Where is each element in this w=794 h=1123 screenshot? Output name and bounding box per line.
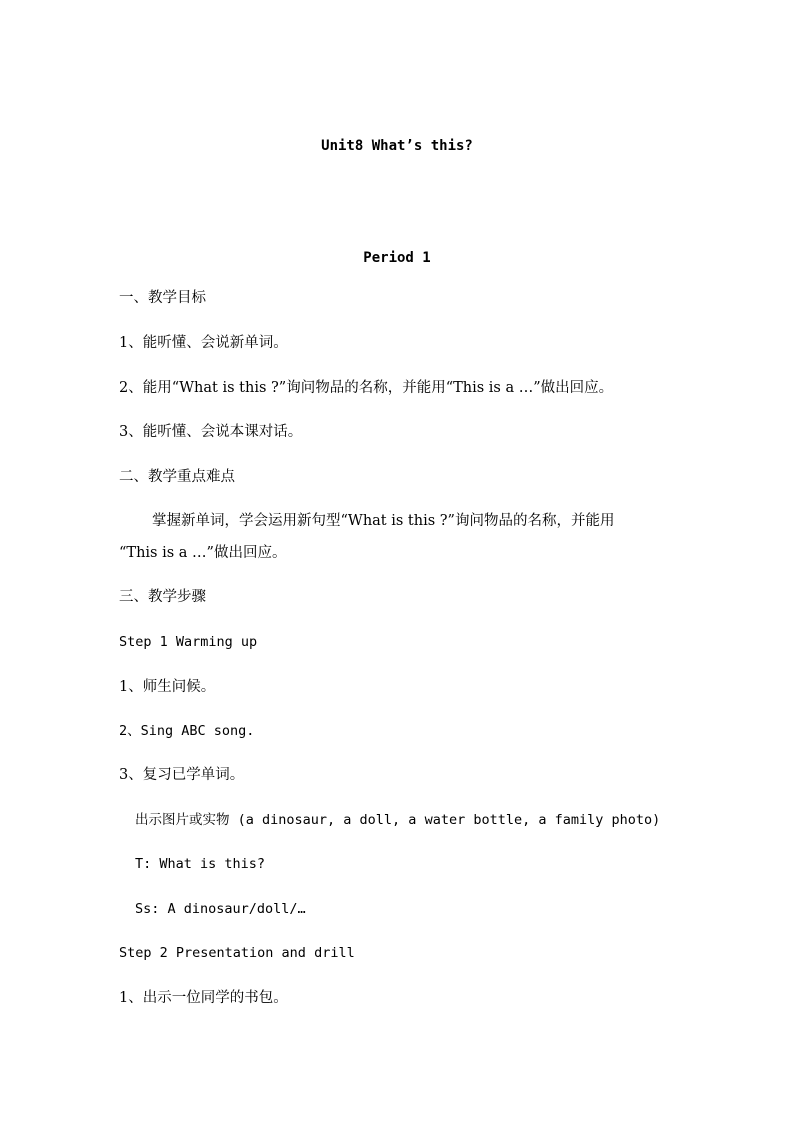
- key-points-text-line-1: 掌握新单词，学会运用新句型“What is this ?”询问物品的名称，并能用: [152, 513, 615, 529]
- step1-show-line: 出示图片或实物 (a dinosaur, a doll, a water bottle, a family photo): [135, 812, 661, 828]
- objective-item: 3、能听懂、会说本课对话。: [119, 424, 303, 440]
- key-points-text-line-2: “This is a …”做出回应。: [119, 545, 287, 561]
- step1-heading: Step 1 Warming up: [119, 634, 258, 650]
- objectives-heading: 一、教学目标: [119, 290, 206, 306]
- step2-item: 1、出示一位同学的书包。: [119, 990, 288, 1006]
- step2-heading: Step 2 Presentation and drill: [119, 945, 355, 961]
- period-heading: Period 1: [363, 250, 431, 266]
- step1-item: 3、复习已学单词。: [119, 767, 245, 783]
- objective-item: 1、能听懂、会说新单词。: [119, 335, 288, 351]
- steps-heading: 三、教学步骤: [119, 589, 206, 605]
- step1-item: 2、Sing ABC song.: [119, 723, 255, 739]
- document-title: Unit8 What’s this?: [321, 138, 473, 154]
- objective-item: 2、能用“What is this ?”询问物品的名称，并能用“This is a …”做出回应。: [119, 380, 614, 396]
- step1-item: 1、师生问候。: [119, 679, 216, 695]
- step1-students-line: Ss: A dinosaur/doll/…: [135, 901, 306, 917]
- step1-teacher-line: T: What is this?: [135, 856, 266, 872]
- key-points-heading: 二、教学重点难点: [119, 469, 235, 485]
